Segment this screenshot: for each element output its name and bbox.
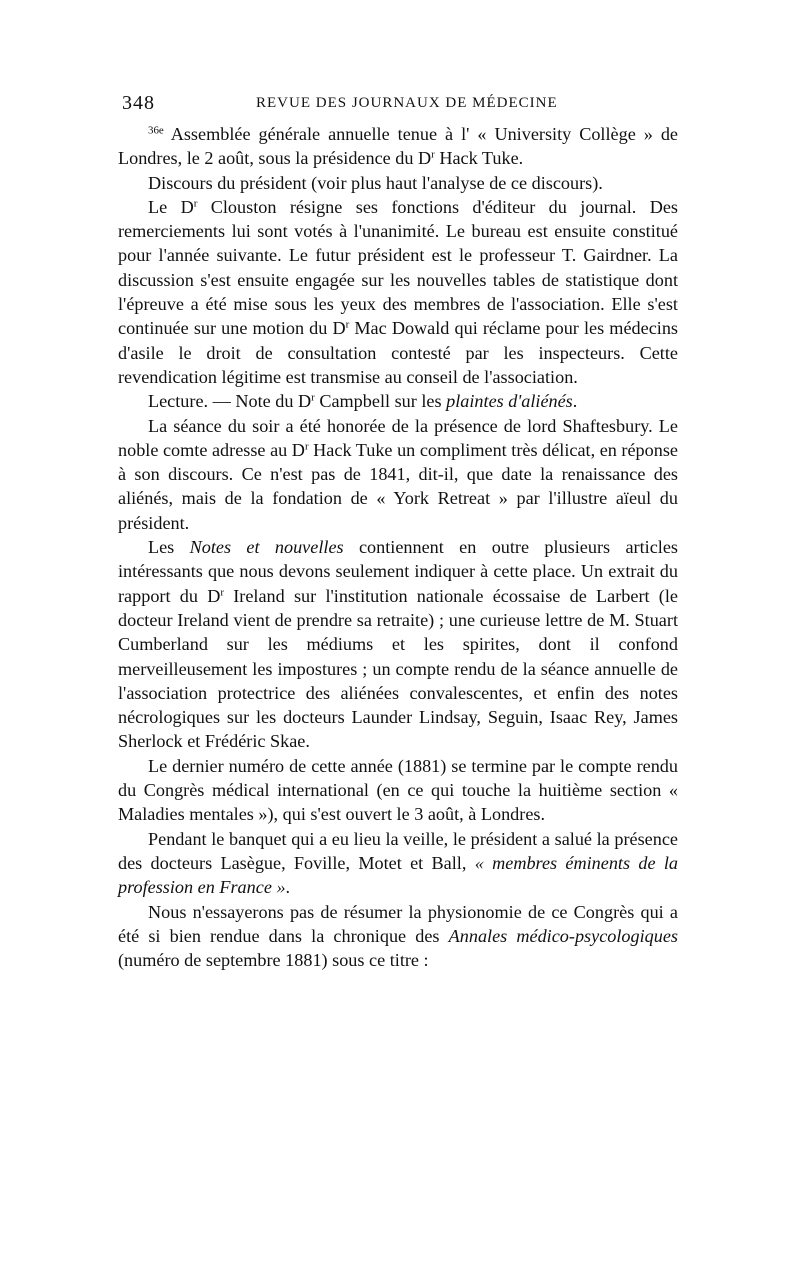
superscript: r (304, 440, 309, 453)
text-run: Lecture. — Note du D (148, 391, 312, 412)
text-run: Discours du président (voir plus haut l'analyse de ce discours). (148, 172, 603, 193)
italic-text: plaintes d'aliénés (446, 391, 573, 412)
text-run: Hack Tuke. (434, 148, 524, 169)
italic-text: Notes et nouvelles (189, 537, 344, 558)
text-run: Ireland sur l'institution nationale écossaise de Larbert (le docteur Ireland vient de prendre sa retraite) ; une curieuse lettre de M. Stuart Cumberland sur les médiums et les spirites, dont il confond merveilleusement les impostures ; un compte rendu de la séance annuelle de l'association protectrice des aliénées convalescentes, et enfin des notes nécrologiques sur les docteurs Launder Lindsay, Seguin, Isaac Rey, James Sherlock et Frédéric Skae. (118, 585, 678, 752)
text-run: Clouston résigne ses fonctions d'éditeur du journal. Des remerciements lui sont votés à l'unanimité. Le bureau est ensuite constitué pour l'année suivante. Le futur président est le professeur T. Gairdner. La discussion s'est ensuite engagée sur les nouvelles tables de statistique dont l'épreuve a été mise sous les yeux des membres de l'association. Elle s'est continuée sur une motion du D (118, 196, 678, 339)
text-run: Assemblée générale annuelle tenue à l' « University Collège » de Londres, le 2 août, sous la présidence du D (118, 124, 678, 169)
text-run: contiennent en outre plusieurs articles intéressants que nous devons seulement indiquer à cette place. Un extrait du rapport du D (118, 537, 678, 606)
text-run: . (572, 391, 578, 412)
text-run: Nous n'essayerons pas de résumer la physionomie de ce Congrès qui a été si bien rendue dans la chronique des (118, 901, 678, 946)
paragraph (118, 827, 678, 900)
paragraph (118, 900, 678, 973)
superscript: r (431, 148, 435, 161)
document-page (118, 92, 678, 972)
superscript: e (158, 124, 164, 137)
paragraph (118, 535, 678, 754)
text-run: Pendant le banquet qui a eu lieu la veille, le président a salué la présence des docteurs Lasègue, Foville, Motet et Ball, (118, 828, 678, 873)
superscript: 36 (148, 124, 159, 137)
text-run: Mac Dowald qui réclame pour les médecins d'asile le droit de consultation contesté par les inspecteurs. Cette revendication légitime est transmise au conseil de l'association. (118, 318, 678, 387)
paragraph (118, 414, 678, 535)
text-run: Le D (148, 196, 194, 217)
text-run: . (285, 877, 291, 898)
journal-title: REVUE DES JOURNAUX DE MÉDECINE (256, 95, 558, 111)
text-run: La séance du soir a été honorée de la présence de lord Shaftesbury. Le noble comte adresse au D (118, 415, 678, 460)
italic-text: Annales médico-psycologiques (448, 925, 678, 946)
superscript: r (220, 586, 224, 599)
text-run: Campbell sur les (314, 391, 447, 412)
italic-text: « membres éminents de la profession en France » (118, 852, 678, 898)
superscript: r (311, 391, 315, 404)
paragraph (118, 195, 678, 389)
text-run: (numéro de septembre 1881) sous ce titre : (118, 950, 429, 971)
text-run: Le dernier numéro de cette année (1881) se termine par le compte rendu du Congrès médical international (en ce qui touche la huitième section « Maladies mentales »), qui s'est ouvert le 3 août, à Londres. (118, 755, 678, 825)
body-text (118, 122, 678, 972)
page-number: 348 (122, 92, 155, 114)
paragraph (118, 389, 678, 413)
superscript: r (345, 318, 350, 331)
paragraph (118, 171, 678, 195)
running-head (118, 92, 678, 122)
paragraph (118, 122, 678, 171)
text-run: Les (148, 537, 190, 558)
superscript: r (193, 197, 198, 210)
paragraph (118, 754, 678, 827)
text-run: Hack Tuke un compliment très délicat, en réponse à son discours. Ce n'est pas de 1841, dit-il, que date la renaissance des aliénés, mais de la fondation de « York Retreat » par l'illustre aïeul du président. (118, 439, 678, 533)
